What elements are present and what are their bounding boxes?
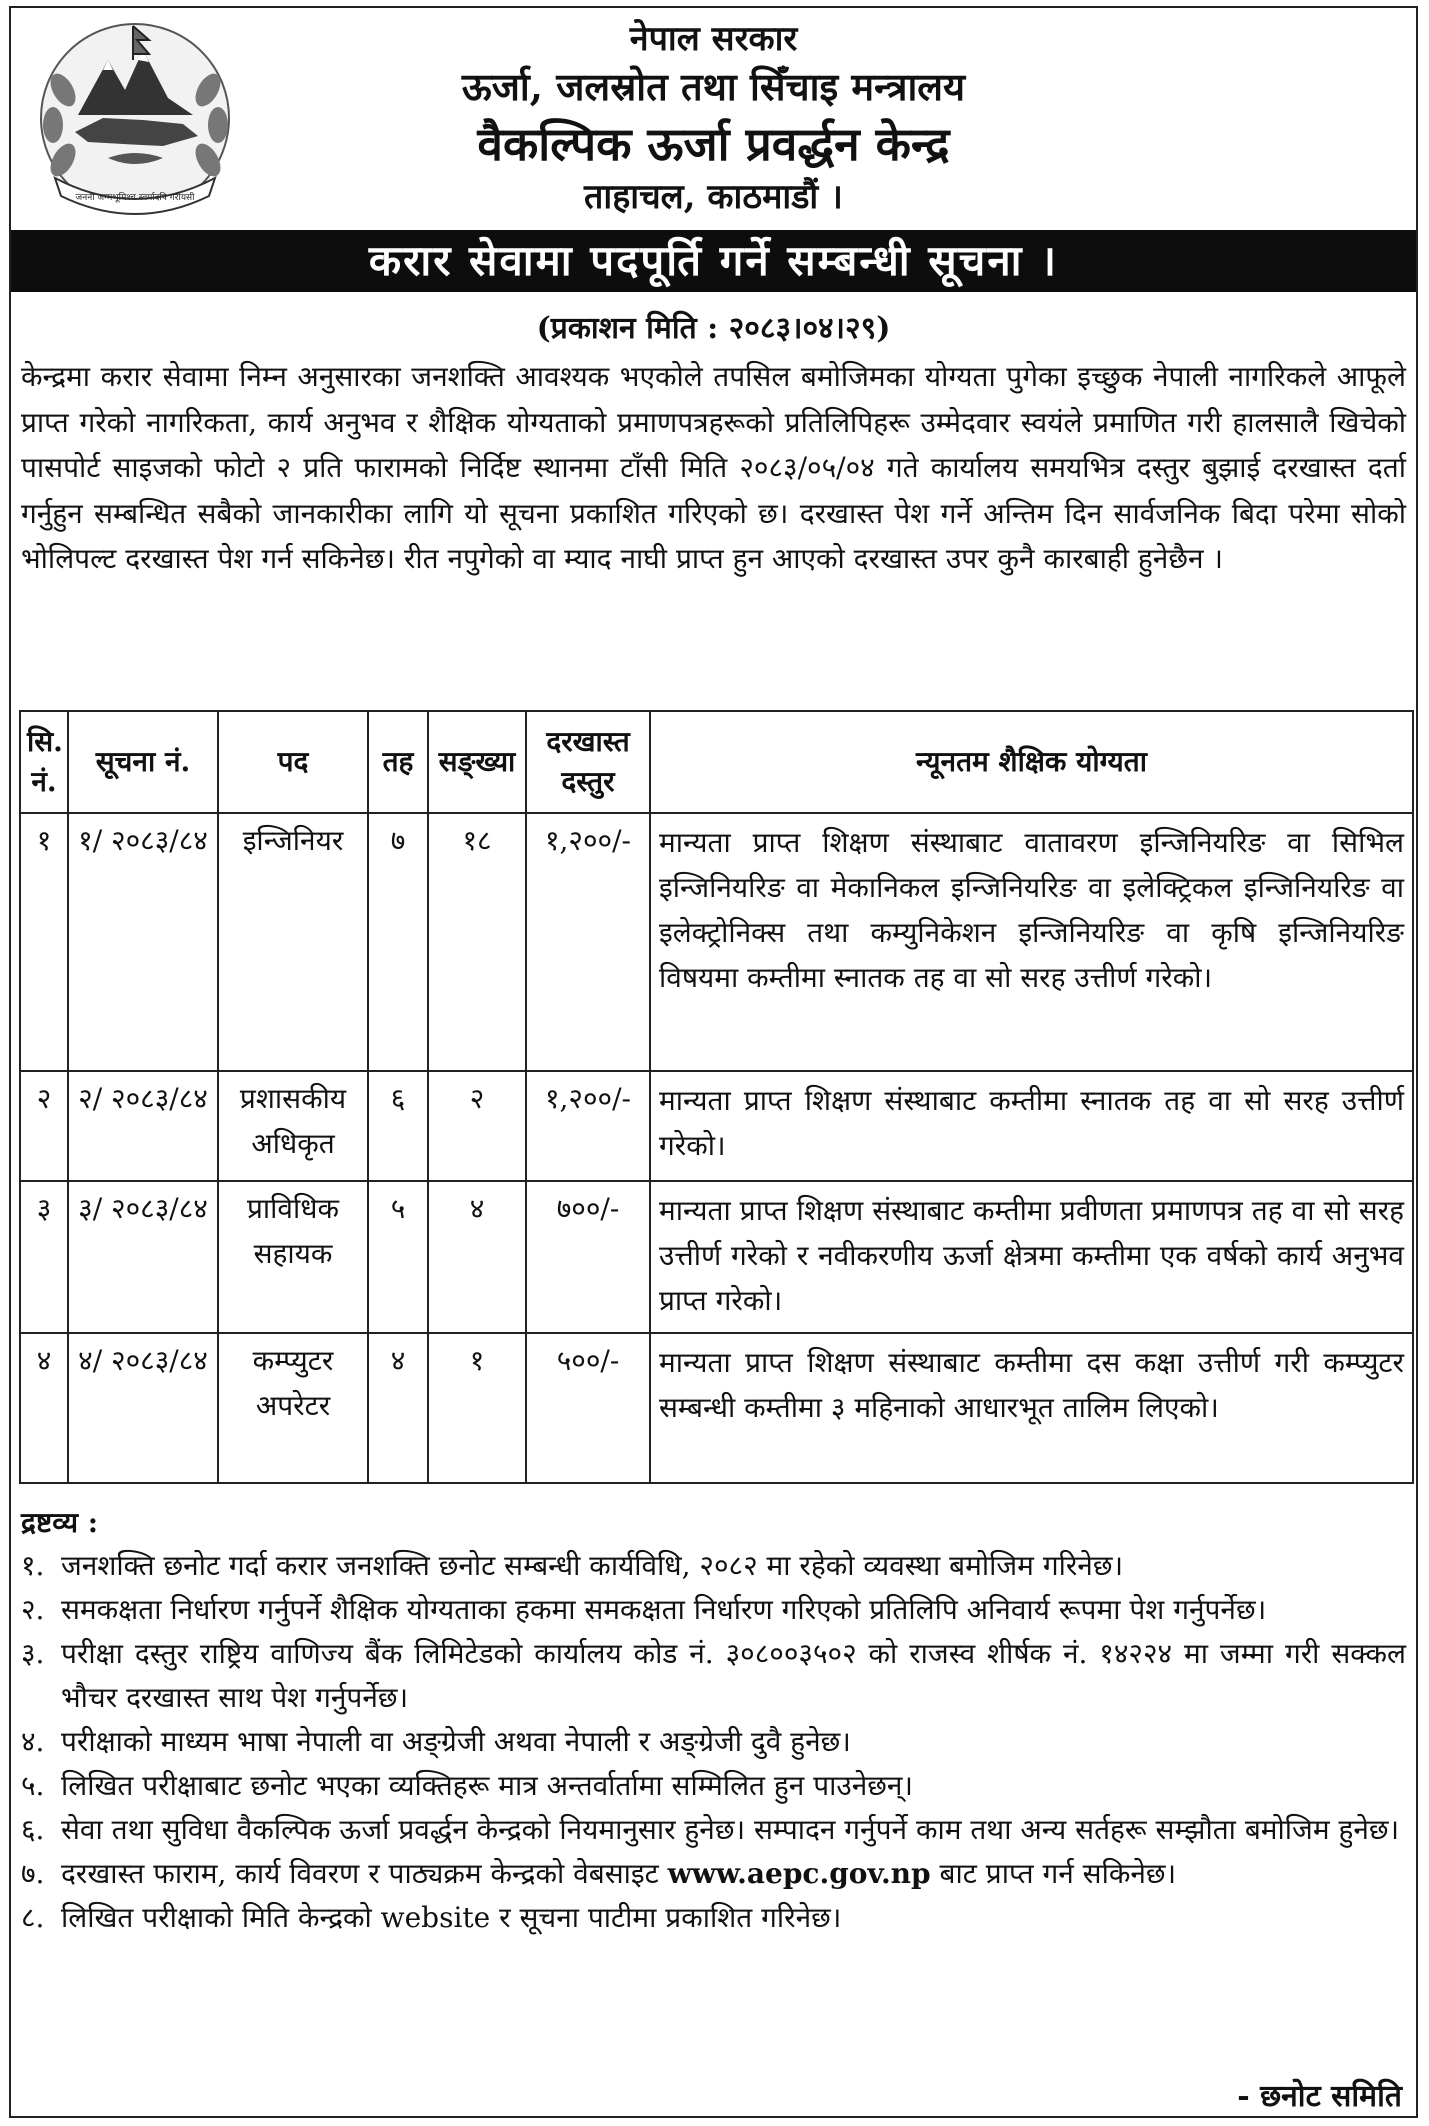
note-number: ५.: [21, 1769, 45, 1802]
cell-count: १८: [428, 813, 526, 1071]
note-item: [21, 1588, 1406, 1632]
government-name: नेपाल सरकार: [629, 19, 798, 59]
cell-count: ४: [428, 1181, 526, 1333]
publication-date: (प्रकाशन मिति : २०८३।०४।२९): [536, 311, 891, 346]
cell-count: २: [428, 1071, 526, 1181]
note-item: [21, 1544, 1406, 1588]
note-text: परीक्षाको माध्यम भाषा नेपाली वा अङ्ग्रेजी अथवा नेपाली र अङ्ग्रेजी दुवै हुनेछ।: [61, 1725, 851, 1758]
cell-post: इन्जिनियर: [218, 813, 368, 1071]
signature-selection-committee: - छनोट समिति: [1237, 2079, 1402, 2114]
col-header-sn: सि. नं.: [20, 711, 68, 813]
cell-qualification: मान्यता प्राप्त शिक्षण संस्थाबाट वातावरण इन्जिनियरिङ वा सिभिल इन्जिनियरिङ वा मेकानिकल इन्जिनियरिङ वा इलेक्ट्रिकल इन्जिनियरिङ वा इलेक्ट्रोनिक्स तथा कम्युनिकेशन इन्जिनियरिङ वा कृषि इन्जिनियरिङ विषयमा कम्तीमा स्नातक तह वा सो सरह उत्तीर्ण गरेको।: [650, 813, 1413, 1071]
intro-paragraph: केन्द्रमा करार सेवामा निम्न अनुसारका जनशक्ति आवश्यक भएकोले तपसिल बमोजिमका योग्यता पुगेका इच्छुक नेपाली नागरिकले आफूले प्राप्त गरेको नागरिकता, कार्य अनुभव र शैक्षिक योग्यताको प्रमाणपत्रहरूको प्रतिलिपिहरू उम्मेदवार स्वयंले प्रमाणित गरी हालसालै खिचेको पासपोर्ट साइजको फोटो २ प्रति फारामको निर्दिष्ट स्थानमा टाँसी मिति २०८३/०५/०४ गते कार्यालय समयभित्र दस्तुर बुझाई दरखास्त दर्ता गर्नुहुन सम्बन्धित सबैको जानकारीका लागि यो सूचना प्रकाशित गरिएको छ। दरखास्त पेश गर्ने अन्तिम दिन सार्वजनिक बिदा परेमा सोको भोलिपल्ट दरखास्त पेश गर्न सकिनेछ। रीत नपुगेको वा म्याद नाघी प्राप्त हुन आएको दरखास्त उपर कुनै कारबाही हुनेछैन ।: [21, 360, 1406, 575]
cell-notice: ४/ २०८३/८४: [68, 1333, 218, 1483]
cell-notice: ३/ २०८३/८४: [68, 1181, 218, 1333]
cell-sn: ४: [20, 1333, 68, 1483]
note-number: ३.: [21, 1637, 45, 1670]
table-row: [20, 1333, 1413, 1483]
office-name: वैकल्पिक ऊर्जा प्रवर्द्धन केन्द्र: [477, 117, 950, 171]
table-row: [20, 1181, 1413, 1333]
note-item: [21, 1632, 1406, 1720]
cell-post: कम्प्युटर अपरेटर: [218, 1333, 368, 1483]
notes-heading: द्रष्टव्य :: [21, 1506, 99, 1539]
table-row: [20, 813, 1413, 1071]
col-header-post: पद: [218, 711, 368, 813]
notice-page: [9, 6, 1418, 2118]
cell-sn: ३: [20, 1181, 68, 1333]
note-number: ४.: [21, 1725, 45, 1758]
cell-post: प्राविधिक सहायक: [218, 1181, 368, 1333]
cell-qualification: मान्यता प्राप्त शिक्षण संस्थाबाट कम्तीमा दस कक्षा उत्तीर्ण गरी कम्प्युटर सम्बन्धी कम्तीमा ३ महिनाको आधारभूत तालिम लिएको।: [650, 1333, 1413, 1483]
col-header-qualification: न्यूनतम शैक्षिक योग्यता: [650, 711, 1413, 813]
cell-notice: १/ २०८३/८४: [68, 813, 218, 1071]
emblem-motto: जननी जन्मभूमिश्च स्वर्गादपि गरीयसी: [75, 193, 195, 203]
note-item: [21, 1852, 1406, 1896]
cell-notice: २/ २०८३/८४: [68, 1071, 218, 1181]
note-text-after: बाट प्राप्त गर्न सकिनेछ।: [930, 1857, 1177, 1890]
note-text: जनशक्ति छनोट गर्दा करार जनशक्ति छनोट सम्बन्धी कार्यविधि, २०८२ मा रहेको व्यवस्था बमोजिम गरिनेछ।: [61, 1549, 1124, 1582]
cell-level: ६: [368, 1071, 428, 1181]
note-text-before: दरखास्त फाराम, कार्य विवरण र पाठ्यक्रम केन्द्रको वेबसाइट: [61, 1857, 668, 1890]
note-text: परीक्षा दस्तुर राष्ट्रिय वाणिज्य बैंक लिमिटेडको कार्यालय कोड नं. ३०८००३५०२ को राजस्व शीर्षक नं. १४२२४ मा जम्मा गरी सक्कल भौचर दरखास्त साथ पेश गर्नुपर्नेछ।: [61, 1637, 1406, 1714]
col-header-level: तह: [368, 711, 428, 813]
notice-title-banner: करार सेवामा पदपूर्ति गर्ने सम्बन्धी सूचना ।: [11, 230, 1416, 292]
note-item: [21, 1720, 1406, 1764]
cell-sn: २: [20, 1071, 68, 1181]
cell-qualification: मान्यता प्राप्त शिक्षण संस्थाबाट कम्तीमा प्रवीणता प्रमाणपत्र तह वा सो सरह उत्तीर्ण गरेको र नवीकरणीय ऊर्जा क्षेत्रमा कम्तीमा एक वर्षको कार्य अनुभव प्राप्त गरेको।: [650, 1181, 1413, 1333]
table-header-row: [20, 711, 1413, 813]
website-link[interactable]: www.aepc.gov.np: [667, 1857, 931, 1890]
col-header-fee: दरखास्त दस्तुर: [526, 711, 650, 813]
cell-fee: १,२००/-: [526, 1071, 650, 1181]
note-number: ७.: [21, 1857, 45, 1890]
cell-level: ५: [368, 1181, 428, 1333]
note-text: सेवा तथा सुविधा वैकल्पिक ऊर्जा प्रवर्द्धन केन्द्रको नियमानुसार हुनेछ। सम्पादन गर्नुपर्ने काम तथा अन्य सर्तहरू सम्झौता बमोजिम हुनेछ।: [61, 1813, 1400, 1846]
vacancy-table: [19, 710, 1414, 1484]
cell-sn: १: [20, 813, 68, 1071]
col-header-count: सङ्ख्या: [428, 711, 526, 813]
cell-level: ४: [368, 1333, 428, 1483]
cell-fee: १,२००/-: [526, 813, 650, 1071]
note-number: २.: [21, 1593, 45, 1626]
note-item: [21, 1764, 1406, 1808]
note-number: १.: [21, 1549, 45, 1582]
ministry-name: ऊर्जा, जलस्रोत तथा सिँचाइ मन्त्रालय: [461, 64, 966, 109]
cell-count: १: [428, 1333, 526, 1483]
note-item: [21, 1808, 1406, 1852]
cell-post: प्रशासकीय अधिकृत: [218, 1071, 368, 1181]
notes-section: [21, 1502, 1406, 1940]
cell-qualification: मान्यता प्राप्त शिक्षण संस्थाबाट कम्तीमा स्नातक तह वा सो सरह उत्तीर्ण गरेको।: [650, 1071, 1413, 1181]
office-address: ताहाचल, काठमाडौं ।: [584, 177, 843, 217]
note-text: लिखित परीक्षाबाट छनोट भएका व्यक्तिहरू मात्र अन्तर्वार्तामा सम्मिलित हुन पाउनेछन्।: [61, 1769, 914, 1802]
cell-level: ७: [368, 813, 428, 1071]
note-text: समकक्षता निर्धारण गर्नुपर्ने शैक्षिक योग्यताका हकमा समकक्षता निर्धारण गरिएको प्रतिलिपि अनिवार्य रूपमा पेश गर्नुपर्नेछ।: [61, 1593, 1267, 1626]
note-text: लिखित परीक्षाको मिति केन्द्रको website र सूचना पाटीमा प्रकाशित गरिनेछ।: [61, 1901, 842, 1934]
note-item: [21, 1896, 1406, 1940]
note-number: ८.: [21, 1901, 45, 1934]
table-row: [20, 1071, 1413, 1181]
col-header-notice: सूचना नं.: [68, 711, 218, 813]
notice-header: [11, 8, 1416, 230]
note-number: ६.: [21, 1813, 45, 1846]
cell-fee: ५००/-: [526, 1333, 650, 1483]
cell-fee: ७००/-: [526, 1181, 650, 1333]
note-text: [61, 1852, 1406, 1896]
